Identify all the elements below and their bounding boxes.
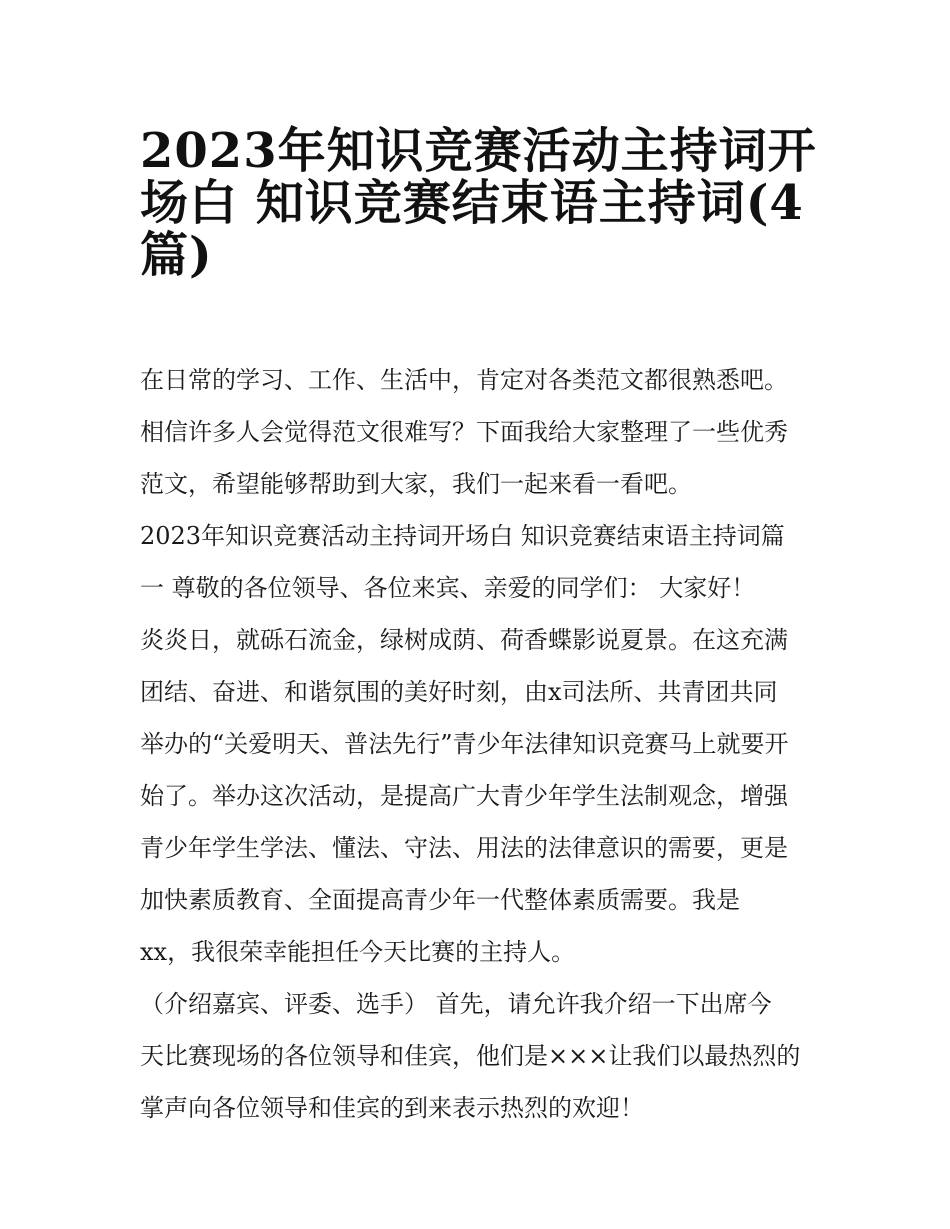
body-line: （介绍嘉宾、评委、选手） 首先，请允许我介绍一下出席今 — [140, 990, 772, 1018]
body-line: 掌声向各位领导和佳宾的到来表示热烈的欢迎！ — [140, 1094, 644, 1122]
body-line: 团结、奋进、和谐氛围的美好时刻，由x司法所、共青团共同 — [140, 678, 778, 706]
body-line: 2023年知识竞赛活动主持词开场白 知识竞赛结束语主持词篇 — [140, 522, 785, 550]
body-line: xx，我很荣幸能担任今天比赛的主持人。 — [140, 938, 576, 966]
body-line: 举办的“关爱明天、普法先行”青少年法律知识竞赛马上就要开 — [140, 730, 789, 758]
document-title — [140, 108, 817, 283]
body-line: 始了。举办这次活动，是提高广大青少年学生法制观念，增强 — [140, 782, 788, 810]
body-line: 青少年学生学法、懂法、守法、用法的法律意识的需要，更是 — [140, 834, 788, 862]
body-line: 在日常的学习、工作、生活中，肯定对各类范文都很熟悉吧。 — [140, 366, 788, 394]
body-line: 加快素质教育、全面提高青少年一代整体素质需要。我是 — [140, 886, 740, 914]
body-line: 天比赛现场的各位领导和佳宾，他们是×××让我们以最热烈的 — [140, 1042, 801, 1070]
body-line: 相信许多人会觉得范文很难写？下面我给大家整理了一些优秀 — [140, 418, 788, 446]
body-line: 炎炎日，就砾石流金，绿树成荫、荷香蝶影说夏景。在这充满 — [140, 626, 788, 654]
title-line: 篇) — [140, 227, 213, 283]
document-body — [140, 354, 820, 1134]
body-line: 一 尊敬的各位领导、各位来宾、亲爱的同学们： 大家好！ — [140, 574, 756, 602]
body-line: 范文，希望能够帮助到大家，我们一起来看一看吧。 — [140, 470, 692, 498]
title-line: 2023年知识竞赛活动主持词开 — [140, 123, 817, 179]
title-line: 场白 知识竞赛结束语主持词(4 — [140, 175, 804, 231]
